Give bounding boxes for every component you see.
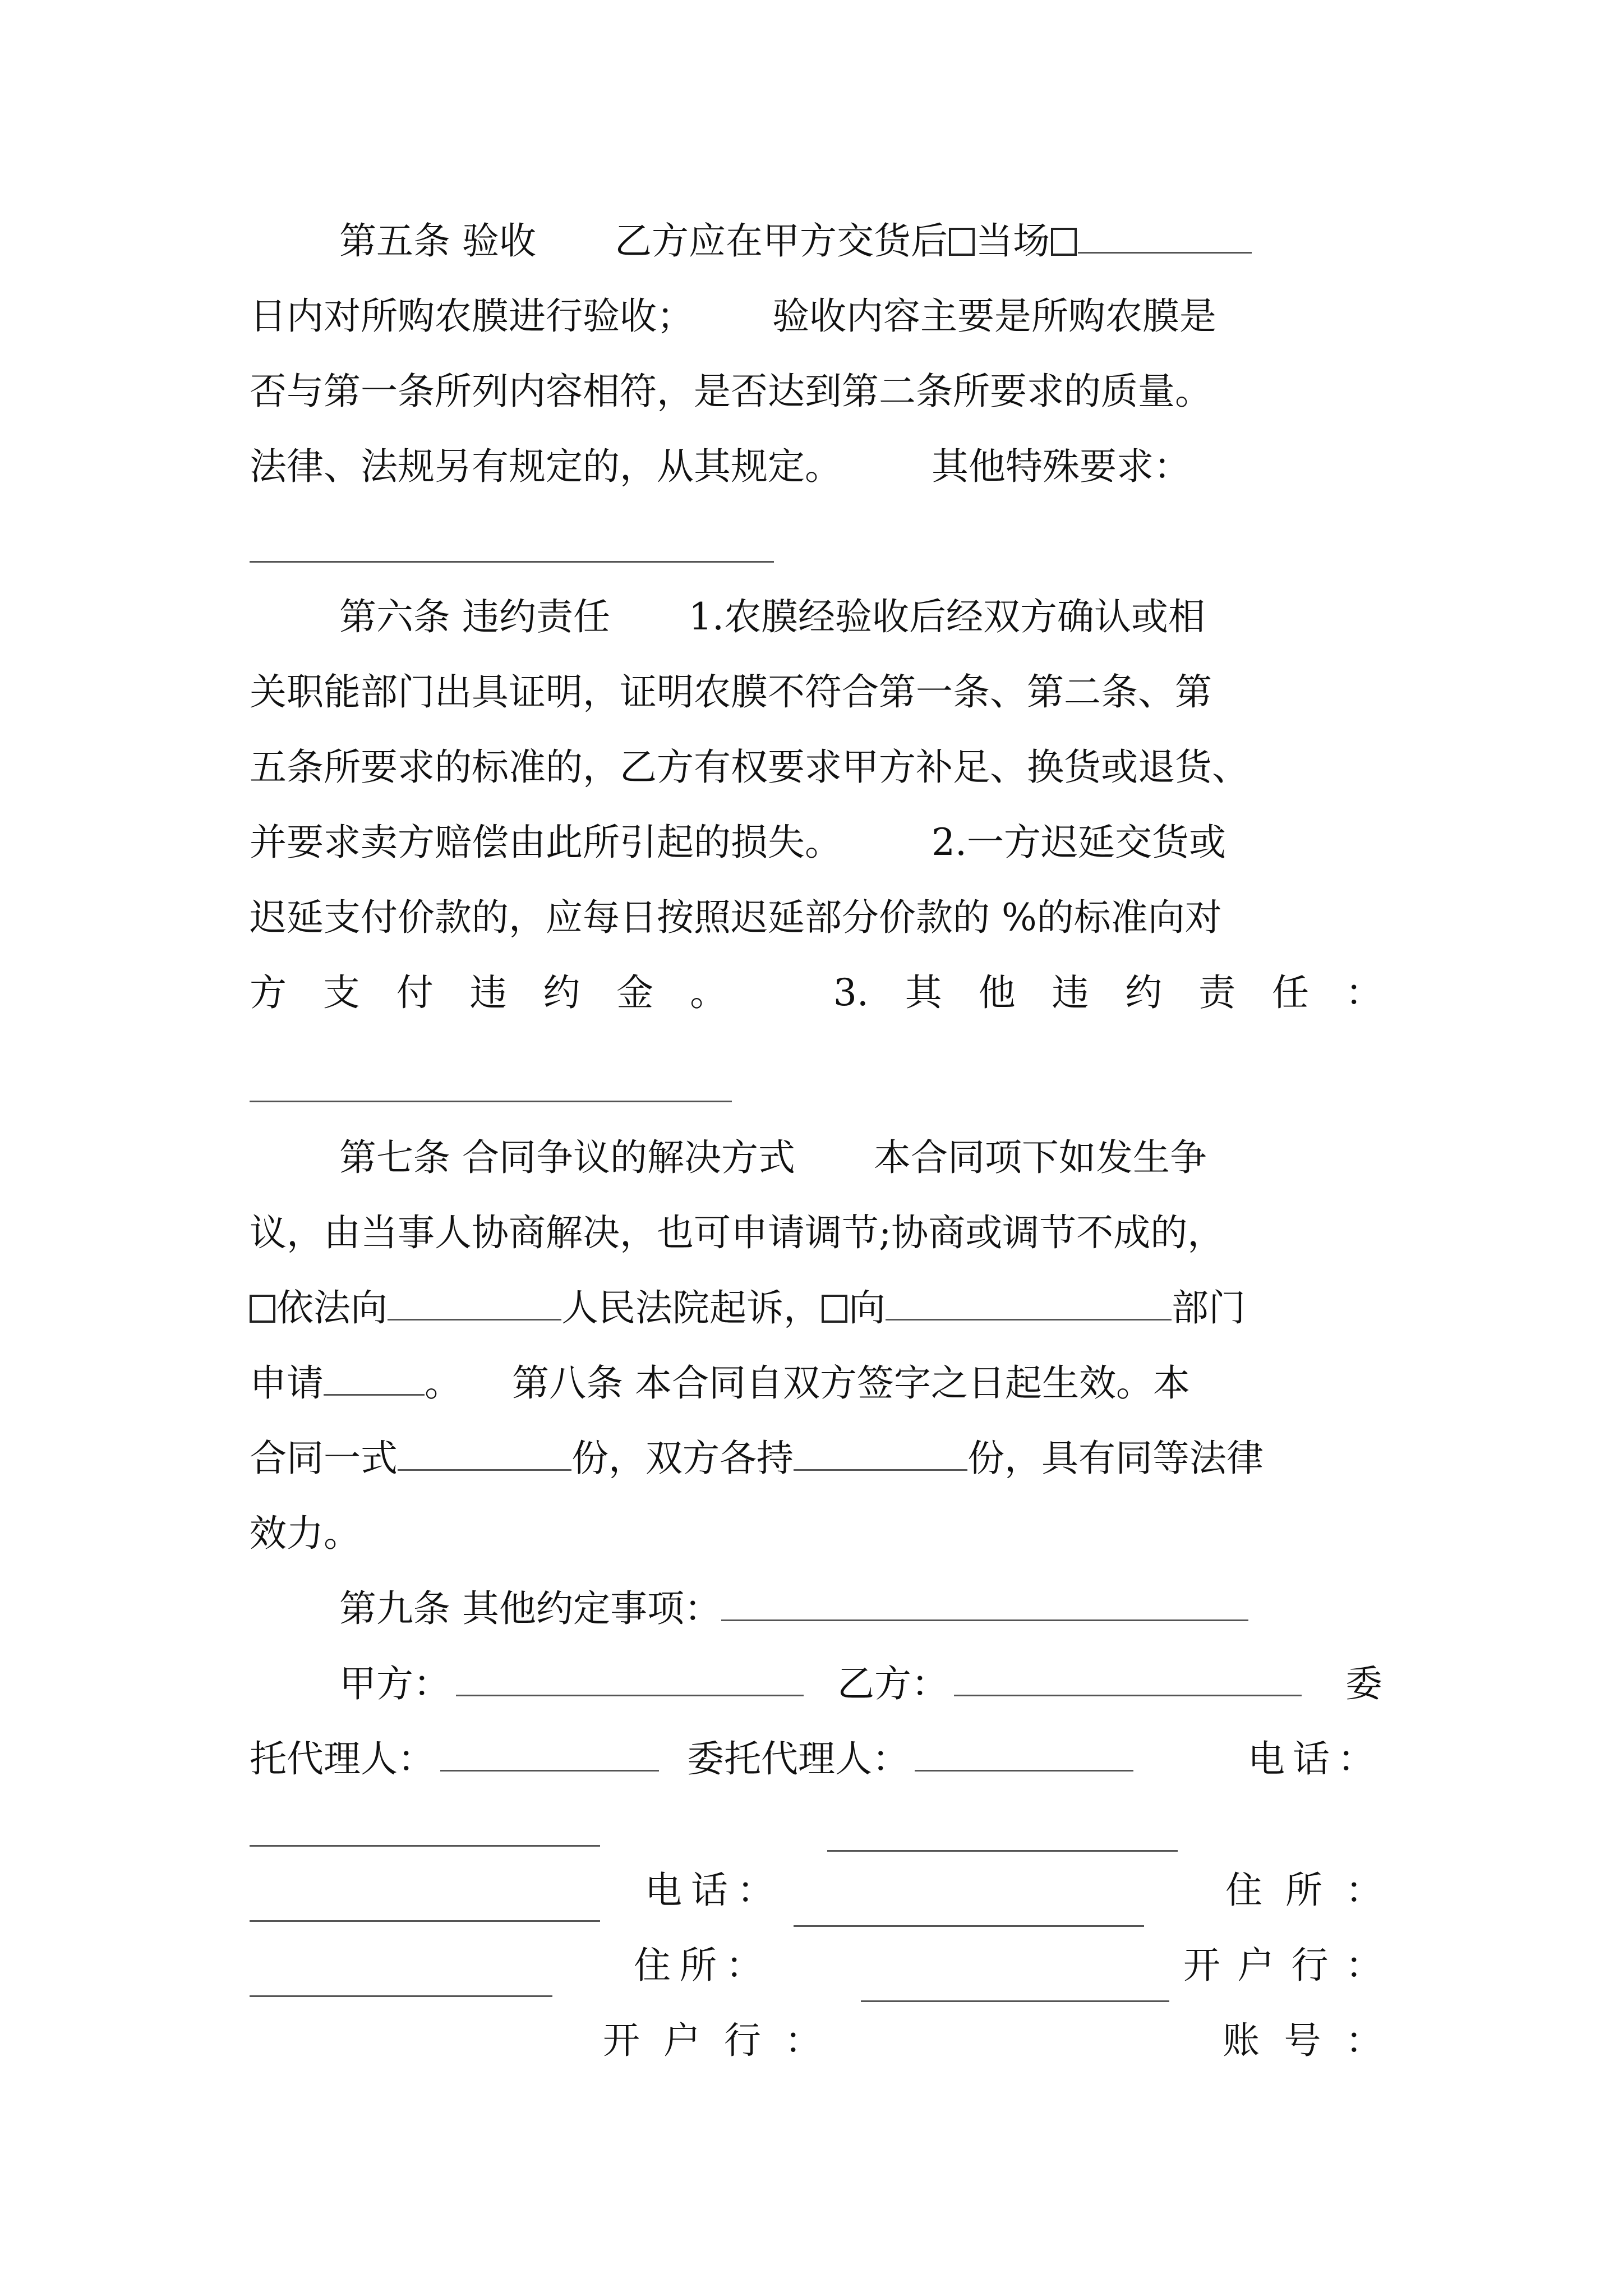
phone-a-label: 电话：: [1248, 1737, 1382, 1780]
blank-other-terms[interactable]: [721, 1586, 1248, 1621]
art6-char: 方: [250, 971, 287, 1014]
art6-line4: [250, 815, 1226, 871]
checkbox-icon[interactable]: [949, 228, 975, 256]
agent-a-label: 托代理人：: [250, 1737, 435, 1780]
bank-b-label: [603, 2013, 822, 2069]
art5-text: 日内对所购农膜进行验收；: [250, 295, 694, 338]
art5-line2: [250, 288, 1216, 344]
sign-line1: [250, 1656, 1382, 1712]
art6-text: 迟延支付价款的，应每日按照迟延部分价款的 %的标准向对: [250, 896, 1222, 939]
art6-text: 五条所要求的标准的，乙方有权要求甲方补足、换货或退货、: [250, 746, 1249, 789]
art6-char: 约: [543, 971, 580, 1014]
art8-text: 合同一式: [250, 1437, 398, 1480]
art7-text: 依法向: [276, 1286, 388, 1329]
label-char: ：: [1345, 1944, 1382, 1987]
party-b-label: 乙方：: [837, 1662, 948, 1705]
art6-char: 3.: [833, 971, 869, 1014]
label-char: ：: [1345, 1869, 1382, 1912]
label-char: 所: [1285, 1869, 1322, 1912]
blank-days[interactable]: [1078, 218, 1252, 254]
art8-text: 效力。: [250, 1512, 361, 1555]
art7-text: 申请: [250, 1361, 324, 1405]
phone-a-field[interactable]: [250, 1811, 600, 1847]
label-char: 话: [691, 1869, 728, 1912]
art6-line3: [250, 739, 1249, 795]
art6-line2: [250, 664, 1212, 720]
art7-text: 人民法院起诉，: [561, 1286, 820, 1329]
art5-special: 其他特殊要求：: [932, 445, 1191, 488]
art7-text: 向: [849, 1286, 886, 1329]
label-char: 开: [603, 2019, 640, 2062]
art6-line5: [250, 890, 1222, 946]
art8-text: 份，双方各持: [571, 1437, 794, 1480]
art7-line5: [250, 1430, 1264, 1487]
art9-title: 第九条 其他约定事项：: [339, 1587, 721, 1630]
sign-line2: [250, 1731, 1382, 1787]
blank-court[interactable]: [388, 1285, 561, 1320]
phone-b-field[interactable]: [827, 1816, 1178, 1852]
blank-department[interactable]: [886, 1285, 1172, 1320]
checkbox-icon[interactable]: [1051, 228, 1077, 256]
label-char: 账: [1223, 2019, 1260, 2062]
art7-text: 。: [425, 1361, 462, 1405]
blank-copies-total[interactable]: [398, 1435, 571, 1471]
label-char: 住: [634, 1944, 671, 1987]
art7-line3: [250, 1280, 1246, 1336]
art8-text: 份，具有同等法律: [967, 1437, 1264, 1480]
art7-text: 本合同项下如发生争: [873, 1136, 1207, 1179]
art5-onsite: 当场: [975, 219, 1050, 263]
art5-line1: [250, 213, 1252, 269]
art5-text: 法律、法规另有规定的，从其规定。: [250, 445, 842, 488]
sign-line3: [250, 1806, 1382, 1912]
art6-char: 责: [1198, 971, 1236, 1014]
art6-text: 2.一方迟延交货或: [932, 821, 1226, 864]
art6-text: 1.农膜经验收后经双方确认或相: [688, 595, 1205, 638]
addr-a-field[interactable]: [250, 1887, 600, 1922]
art6-char: 约: [1125, 971, 1163, 1014]
agent-b-field[interactable]: [915, 1736, 1133, 1772]
label-char: 行: [1291, 1944, 1329, 1987]
label-char: 行: [724, 2019, 761, 2062]
agent-a-field[interactable]: [440, 1736, 659, 1772]
account-label: [1223, 2013, 1382, 2069]
art6-char: 金: [616, 971, 654, 1014]
label-char: 开: [1183, 1944, 1220, 1987]
sign-text: 委: [1345, 1662, 1382, 1705]
art6-char: ：: [1345, 971, 1382, 1014]
art8-text: 第八条 本合同自双方签字之日起生效。本: [512, 1361, 1190, 1405]
label-char: 户: [1237, 1944, 1275, 1987]
art5-text: 乙方应在甲方交货后: [614, 219, 948, 263]
blank-other-liability[interactable]: [250, 1101, 732, 1102]
label-char: 电: [645, 1869, 682, 1912]
party-b-field[interactable]: [954, 1661, 1302, 1696]
label-char: ：: [1345, 2019, 1382, 2062]
bank-a-field[interactable]: [250, 1962, 552, 1997]
bank-b-field[interactable]: [861, 1967, 1169, 2002]
art7-line4: [250, 1355, 1190, 1411]
art7-line2: [250, 1205, 1224, 1261]
art6-char: 其: [905, 971, 942, 1014]
art7-title: 第七条 合同争议的解决方式: [339, 1136, 795, 1179]
art6-char: 支: [322, 971, 360, 1014]
label-char: 住: [1225, 1869, 1262, 1912]
art7-line6: [250, 1506, 361, 1562]
art6-char: 违: [1052, 971, 1089, 1014]
addr-b-field[interactable]: [794, 1892, 1144, 1927]
label-char: 号: [1284, 2019, 1321, 2062]
art6-char: 付: [396, 971, 434, 1014]
label-char: ：: [726, 1944, 763, 1987]
art7-text: 部门: [1172, 1286, 1246, 1329]
art9-line: [250, 1581, 1248, 1637]
party-a-field[interactable]: [456, 1661, 804, 1696]
blank-copies-each[interactable]: [794, 1435, 967, 1471]
label-char: ：: [737, 1869, 774, 1912]
art6-text: 并要求卖方赔偿由此所引起的损失。: [250, 821, 842, 864]
label-char: ：: [785, 2019, 822, 2062]
art6-title: 第六条 违约责任: [339, 595, 610, 638]
art6-char: 。: [690, 971, 727, 1014]
art7-line1: [250, 1130, 1207, 1186]
checkbox-icon[interactable]: [250, 1295, 275, 1323]
blank-special-requirements[interactable]: [250, 561, 774, 563]
agent-b-label: 委托代理人：: [687, 1737, 909, 1780]
art6-line1: [250, 589, 1205, 645]
blank-apply[interactable]: [324, 1360, 425, 1396]
sign-line5: [250, 1957, 1382, 2062]
art5-text: 验收内容主要是所购农膜是: [772, 295, 1216, 338]
party-a-label: 甲方：: [339, 1662, 450, 1705]
art5-line3: [250, 364, 1212, 420]
sign-line4: [250, 1881, 1382, 1987]
label-char: 户: [663, 2019, 700, 2062]
checkbox-icon[interactable]: [822, 1295, 847, 1323]
art6-char: 违: [469, 971, 507, 1014]
art5-line4: [250, 439, 1191, 495]
art7-text: 议，由当事人协商解决，也可申请调节;协商或调节不成的，: [250, 1211, 1225, 1254]
art6-text: 关职能部门出具证明，证明农膜不符合第一条、第二条、第: [250, 670, 1212, 714]
art6-line6: [250, 965, 1382, 1021]
art6-char: 他: [978, 971, 1016, 1014]
art5-title: 第五条 验收: [339, 219, 536, 263]
label-char: 所: [680, 1944, 717, 1987]
art6-char: 任: [1272, 971, 1310, 1014]
art5-text: 否与第一条所列内容相符，是否达到第二条所要求的质量。: [250, 370, 1212, 413]
